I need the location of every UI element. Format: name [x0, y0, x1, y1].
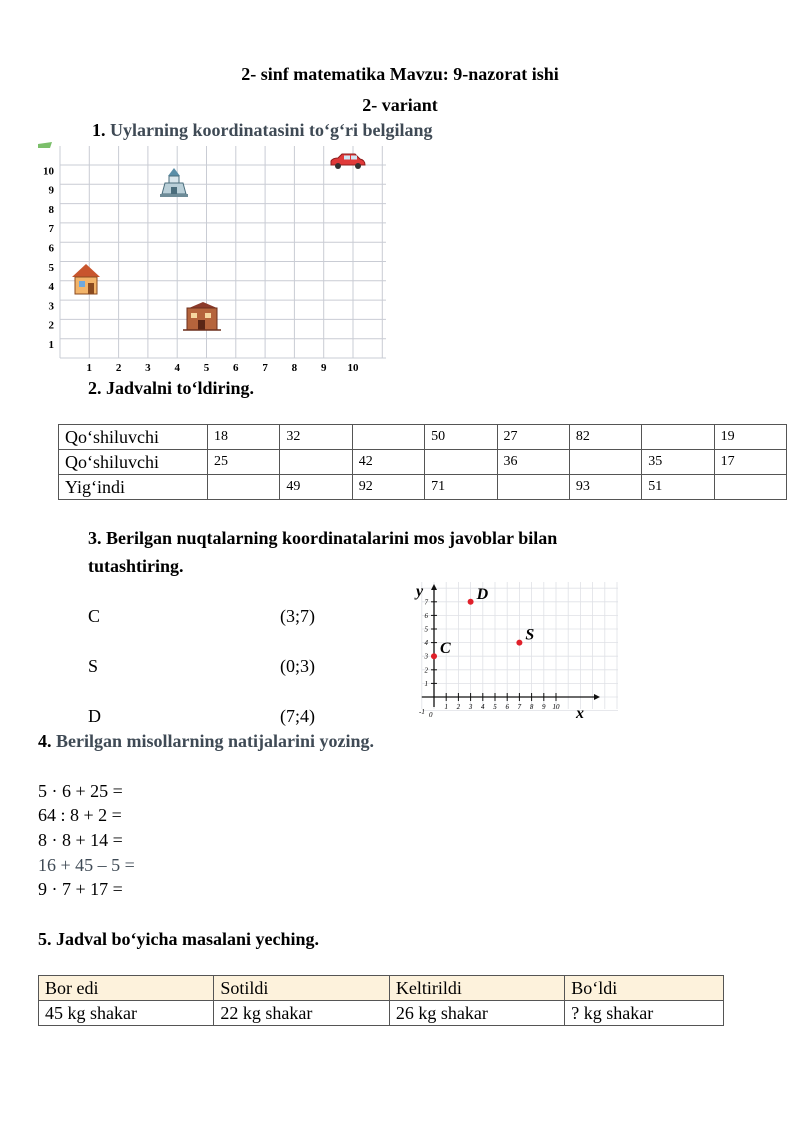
- row-header: Yig‘indi: [59, 475, 208, 500]
- corner-mark-icon: [38, 142, 52, 148]
- table-cell: 82: [569, 425, 641, 450]
- task1-x-ticks: [87, 362, 359, 374]
- y-tick-label: 1: [424, 679, 428, 688]
- option-coord-2: (0;3): [280, 656, 315, 676]
- task3-coordinate-graph: [412, 578, 624, 724]
- x-tick-label: 1: [444, 703, 448, 711]
- table-cell-blank[interactable]: [208, 475, 280, 500]
- x-tick-label: 10: [347, 362, 359, 374]
- y-tick-label: 7: [48, 223, 54, 236]
- task1-number: 1.: [92, 120, 106, 140]
- y-tick-label: 6: [48, 242, 54, 255]
- x-tick-label: 3: [468, 703, 473, 711]
- column-header: Sotildi: [214, 976, 389, 1001]
- column-header: Bor edi: [39, 976, 214, 1001]
- task5-heading: 5. Jadval bo‘yicha masalani yeching.: [38, 929, 320, 949]
- table-cell-blank[interactable]: [642, 425, 714, 450]
- table-cell: 22 kg shakar: [214, 1001, 389, 1026]
- point-label-s: S: [525, 626, 535, 644]
- table-row: [39, 1001, 724, 1026]
- table-cell: 18: [208, 425, 280, 450]
- x-axis-arrow-icon: [594, 694, 600, 700]
- table-row: [59, 425, 787, 450]
- task1-text: Uylarning koordinatasini to‘g‘ri belgilang: [110, 120, 433, 140]
- y-tick-label: 2: [48, 319, 54, 332]
- task4-text: Berilgan misollarning natijalarini yozing.: [56, 731, 375, 751]
- y-tick-label: 3: [424, 652, 428, 661]
- x-tick-label: 4: [174, 362, 180, 374]
- task1-coordinate-grid: [36, 140, 386, 376]
- table-cell: 49: [280, 475, 352, 500]
- expression-3: 8 · 8 + 14 =: [38, 830, 123, 850]
- option-letter-s: S: [88, 656, 99, 676]
- task1-grid-lines: [60, 146, 386, 358]
- task1-y-ticks: [43, 165, 55, 351]
- table-cell: 42: [352, 450, 424, 475]
- y-tick-label: 8: [48, 203, 54, 216]
- y-tick-label: 9: [48, 184, 54, 197]
- table-cell-blank[interactable]: [352, 425, 424, 450]
- x-tick-label: 10: [552, 703, 560, 711]
- x-tick-label: 3: [145, 362, 151, 374]
- x-tick-label: 9: [320, 362, 327, 374]
- expression-5: 9 · 7 + 17 =: [38, 879, 123, 899]
- y-axis-label: y: [416, 583, 424, 600]
- table-cell: 35: [642, 450, 714, 475]
- y-tick-label: 6: [424, 611, 428, 620]
- house-icon: [72, 264, 100, 294]
- point-c: [431, 653, 437, 659]
- expression-1: 5 · 6 + 25 =: [38, 781, 123, 801]
- x-tick-label: 2: [115, 362, 122, 374]
- task2-table: [58, 424, 787, 500]
- option-letter-c: C: [88, 606, 101, 626]
- variant-label: 2- variant: [362, 95, 438, 115]
- origin-label: 0: [429, 711, 433, 719]
- x-tick-label: 5: [493, 703, 497, 711]
- table-cell: 71: [425, 475, 497, 500]
- point-d: [468, 599, 474, 605]
- table-cell: 50: [425, 425, 497, 450]
- task3-x-ticks: [444, 693, 560, 711]
- x-tick-label: 6: [505, 703, 509, 711]
- point-label-c: C: [440, 640, 451, 658]
- task3-y-ticks: [424, 598, 438, 688]
- table-cell: 19: [714, 425, 786, 450]
- table-cell: 92: [352, 475, 424, 500]
- table-cell: 51: [642, 475, 714, 500]
- table-cell: 93: [569, 475, 641, 500]
- table-cell: 32: [280, 425, 352, 450]
- table-row: [59, 450, 787, 475]
- x-tick-label: 1: [86, 362, 93, 374]
- y-tick-label: 3: [48, 300, 54, 313]
- task3-heading-line2: tutashtiring.: [88, 556, 184, 576]
- table-cell: 45 kg shakar: [39, 1001, 214, 1026]
- y-axis-arrow-icon: [431, 584, 437, 590]
- car-icon: [331, 154, 365, 169]
- table-header-row: [39, 976, 724, 1001]
- y-tick-label: 5: [48, 261, 54, 274]
- x-axis-label: x: [576, 705, 584, 722]
- x-tick-label: 9: [542, 703, 546, 711]
- table-cell: 26 kg shakar: [389, 1001, 564, 1026]
- table-cell-blank[interactable]: [569, 450, 641, 475]
- cottage-icon: [183, 302, 221, 330]
- y-tick-label: 1: [48, 339, 54, 351]
- x-tick-label: 8: [291, 362, 298, 374]
- row-header: Qo‘shiluvchi: [59, 450, 208, 475]
- x-tick-label: 7: [262, 362, 268, 374]
- y-tick-label: 5: [424, 625, 428, 634]
- table-cell-blank[interactable]: [497, 475, 569, 500]
- option-coord-1: (3;7): [280, 606, 315, 626]
- task2-heading: 2. Jadvalni to‘ldiring.: [88, 378, 255, 398]
- y-tick-label: 7: [424, 598, 428, 607]
- row-header: Qo‘shiluvchi: [59, 425, 208, 450]
- table-cell: 36: [497, 450, 569, 475]
- x-tick-label: 2: [456, 703, 461, 711]
- column-header: Keltirildi: [389, 976, 564, 1001]
- table-cell-blank[interactable]: [714, 475, 786, 500]
- point-s: [516, 640, 522, 646]
- x-tick-label: 7: [517, 703, 522, 711]
- x-tick-label: 6: [233, 362, 239, 374]
- x-tick-label: 4: [481, 703, 485, 711]
- table-cell: 17: [714, 450, 786, 475]
- negative-tick-label: -1: [419, 708, 425, 716]
- task3-heading-line1: 3. Berilgan nuqtalarning koordinatalarini mos javoblar bilan: [88, 528, 558, 548]
- x-tick-label: 8: [529, 703, 534, 711]
- table-cell-blank[interactable]: [425, 450, 497, 475]
- y-tick-label: 4: [424, 639, 428, 648]
- task4-number: 4.: [38, 731, 52, 751]
- y-tick-label: 4: [48, 281, 54, 294]
- point-label-d: D: [476, 585, 489, 603]
- x-tick-label: 5: [203, 362, 210, 374]
- task4-heading: [38, 731, 374, 752]
- page-title: 2- sinf matematika Mavzu: 9-nazorat ishi: [241, 64, 559, 84]
- table-cell: 27: [497, 425, 569, 450]
- task5-table: [38, 975, 724, 1026]
- table-row: [59, 475, 787, 500]
- option-letter-d: D: [88, 706, 101, 726]
- task3-grid-lines: [422, 582, 624, 711]
- expression-4: 16 + 45 – 5 =: [38, 855, 135, 875]
- table-cell-blank[interactable]: [280, 450, 352, 475]
- option-coord-3: (7;4): [280, 706, 315, 726]
- y-tick-label: 10: [43, 165, 54, 178]
- table-cell: 25: [208, 450, 280, 475]
- task1-heading: [92, 120, 433, 141]
- y-tick-label: 2: [424, 666, 428, 675]
- column-header: Bo‘ldi: [565, 976, 724, 1001]
- tower-icon: [160, 168, 188, 197]
- table-cell[interactable]: ? kg shakar: [565, 1001, 724, 1026]
- expression-2: 64 : 8 + 2 =: [38, 805, 122, 825]
